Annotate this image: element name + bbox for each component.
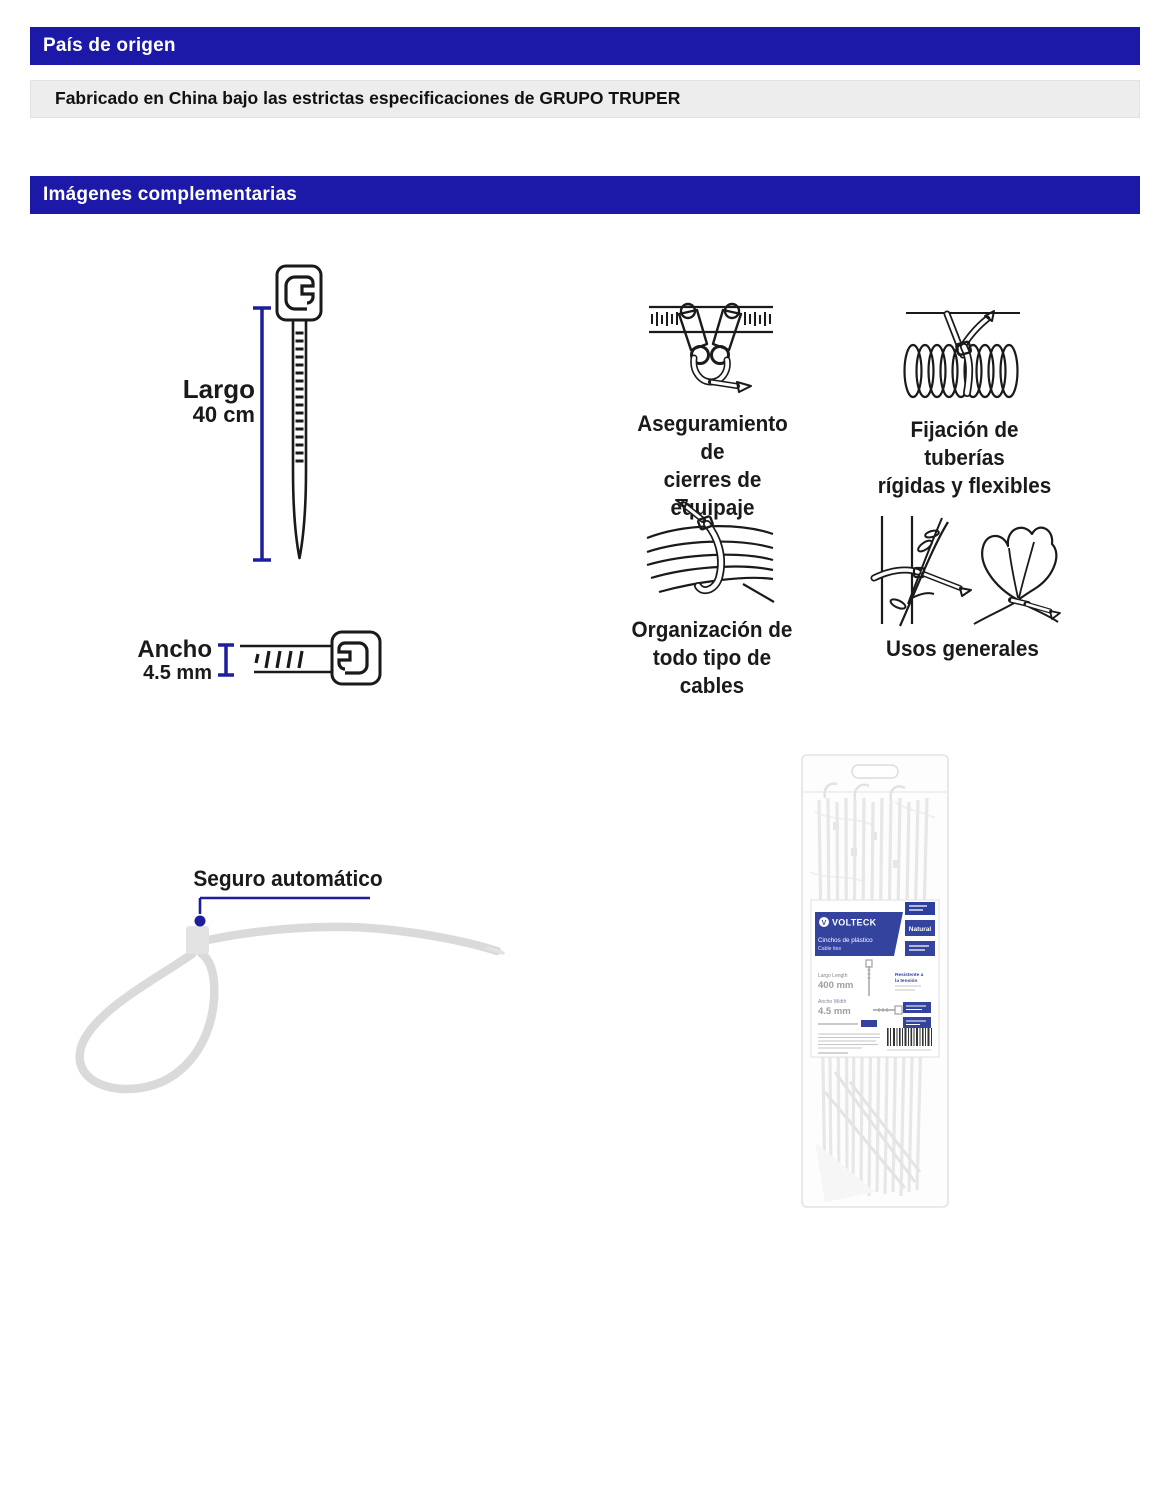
origin-body-text: Fabricado en China bajo las estrictas especificaciones de GRUPO TRUPER xyxy=(55,88,681,108)
luggage-zipper-tie-icon xyxy=(645,298,777,398)
finish-name: Natural xyxy=(908,926,932,933)
usage-caption-3: Organización de todo tipo de cables xyxy=(631,617,793,698)
tie-strap-side xyxy=(240,646,332,672)
tie-head-lock-side xyxy=(339,643,350,669)
width-measure-line xyxy=(218,645,234,675)
pkg-width-value: 4.5 mm xyxy=(818,1006,851,1017)
package-photo xyxy=(795,752,955,1214)
usage-caption-4: Usos generales xyxy=(886,636,1039,661)
hang-hole xyxy=(852,765,898,778)
tension-line1: Resistente a xyxy=(895,973,924,978)
brand-name: VOLTECK xyxy=(832,917,877,928)
section-header-origin xyxy=(30,27,1140,65)
section-title: País de origen xyxy=(43,35,176,56)
callout-dot xyxy=(195,916,206,927)
usage-caption-1: Aseguramiento de cierres de equipaje xyxy=(637,411,788,520)
section-header-images xyxy=(30,176,1140,214)
tie-tail xyxy=(208,927,497,951)
pkg-length-label: Largo Length xyxy=(818,973,848,979)
tie-head-lock xyxy=(302,277,313,303)
package-label xyxy=(811,900,939,1057)
pkg-length-value: 400 mm xyxy=(818,980,854,991)
width-value: 4.5 mm xyxy=(143,662,212,684)
callout-line xyxy=(200,898,370,914)
plant-and-bag-tie-icon xyxy=(868,512,1064,632)
tie-head-side xyxy=(332,632,380,684)
tie-loop xyxy=(80,953,215,1089)
looped-cable-tie-photo xyxy=(40,850,560,1110)
tie-head-inner-side xyxy=(345,643,367,673)
svg-text:V: V xyxy=(821,920,827,927)
tie-serrations-side xyxy=(256,651,302,668)
length-value: 40 cm xyxy=(192,402,255,427)
length-label: Largo xyxy=(182,374,255,404)
tie-head-photo xyxy=(186,926,209,954)
usage-caption-2: Fijación de tuberías rígidas y flexibles xyxy=(877,417,1052,498)
product-name-es: Cinchos de plástico xyxy=(818,937,873,944)
product-name-en: Cable ties xyxy=(818,946,842,952)
length-measure-line xyxy=(253,308,271,560)
tie-serrations xyxy=(296,333,304,461)
tension-line2: la tensión xyxy=(895,979,918,984)
flexible-pipe-tie-icon xyxy=(903,303,1023,403)
cable-bundle-tie-icon xyxy=(643,498,777,606)
lock-callout-label: Seguro automático xyxy=(193,866,383,891)
section-title: Imágenes complementarias xyxy=(43,184,298,205)
pkg-width-label: Ancho Width xyxy=(818,999,847,1005)
origin-body-bar xyxy=(30,80,1140,118)
width-label: Ancho xyxy=(137,636,212,663)
